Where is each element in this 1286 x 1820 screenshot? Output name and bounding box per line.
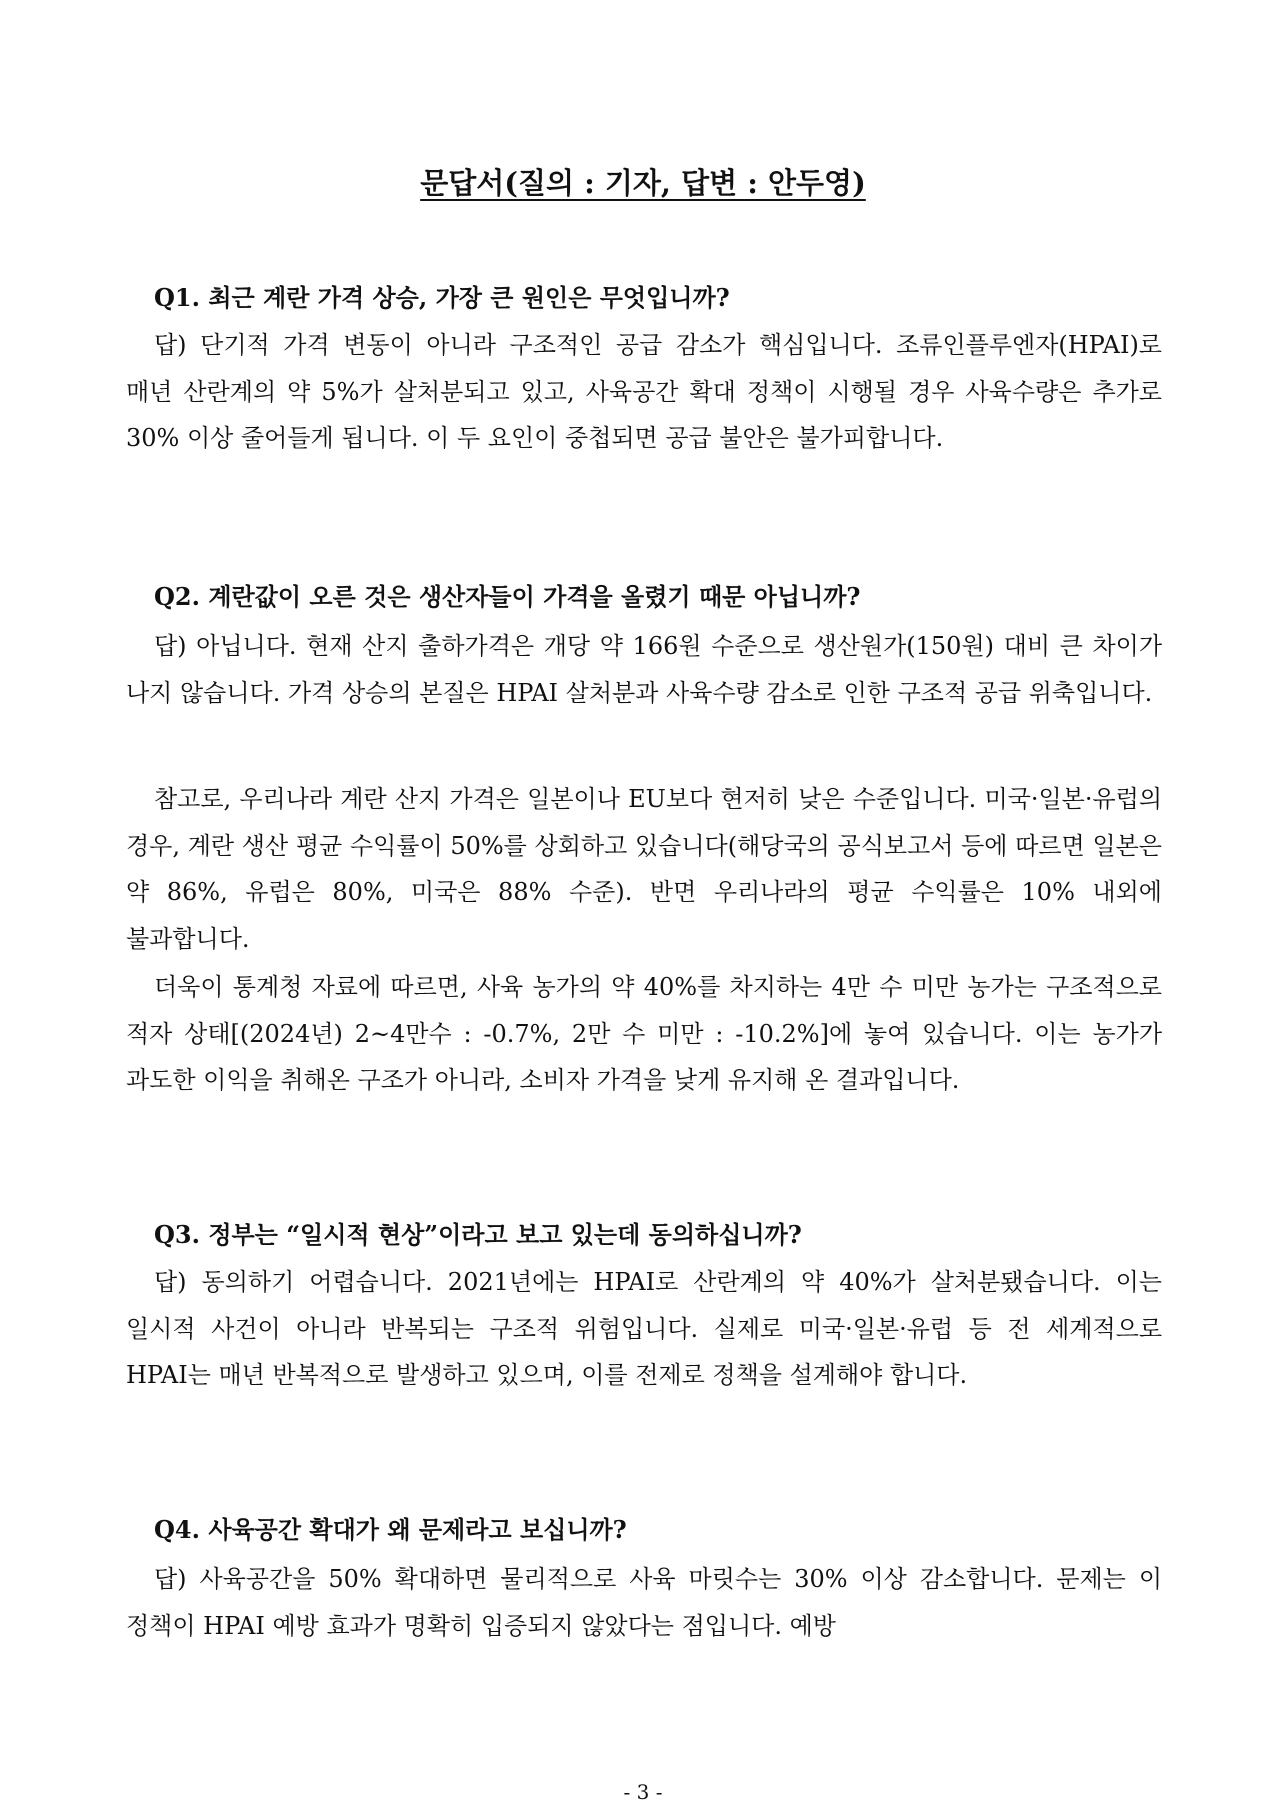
- question-4-heading: Q4. 사육공간 확대가 왜 문제라고 보십니까?: [154, 1515, 627, 1544]
- answer-2-paragraph-3: 더욱이 통계청 자료에 따르면, 사육 농가의 약 40%를 차지하는 4만 수 미만 농가는 구조적으로 적자 상태[(2024년) 2~4만수 : -0.7%, 2만 수 미만 : -10.2%]에 놓여 있습니다. 이는 농가가 과도한 이익을 취해온 구조가 아니라, 소비자 가격을 낮게 유지해 온 결과입니다.: [126, 973, 1162, 1094]
- answer-1-paragraph: 답) 단기적 가격 변동이 아니라 구조적인 공급 감소가 핵심입니다. 조류인플루엔자(HPAI)로 매년 산란계의 약 5%가 살처분되고 있고, 사육공간 확대 정책이 시행될 경우 사육수량은 추가로 30% 이상 줄어들게 됩니다. 이 두 요인이 중첩되면 공급 불안은 불가피합니다.: [126, 331, 1162, 452]
- question-3-heading: Q3. 정부는 “일시적 현상”이라고 보고 있는데 동의하십니까?: [154, 1220, 802, 1249]
- answer-2-paragraph-1: 답) 아닙니다. 현재 산지 출하가격은 개당 약 166원 수준으로 생산원가(150원) 대비 큰 차이가 나지 않습니다. 가격 상승의 본질은 HPAI 살처분과 사육수량 감소로 인한 구조적 공급 위축입니다.: [126, 632, 1162, 707]
- question-2-heading: Q2. 계란값이 오른 것은 생산자들이 가격을 올렸기 때문 아닙니까?: [154, 582, 861, 611]
- answer-3-paragraph: 답) 동의하기 어렵습니다. 2021년에는 HPAI로 산란계의 약 40%가 살처분됐습니다. 이는 일시적 사건이 아니라 반복되는 구조적 위험입니다. 실제로 미국·일본·유럽 등 전 세계적으로 HPAI는 매년 반복적으로 발생하고 있으며, 이를 전제로 정책을 설계해야 합니다.: [126, 1268, 1162, 1389]
- question-1-heading: Q1. 최근 계란 가격 상승, 가장 큰 원인은 무엇입니까?: [154, 283, 730, 312]
- answer-4-paragraph: 답) 사육공간을 50% 확대하면 물리적으로 사육 마릿수는 30% 이상 감소합니다. 문제는 이 정책이 HPAI 예방 효과가 명확히 입증되지 않았다는 점입니다. 예방: [126, 1565, 1162, 1640]
- answer-2-paragraph-2: 참고로, 우리나라 계란 산지 가격은 일본이나 EU보다 현저히 낮은 수준입니다. 미국·일본·유럽의 경우, 계란 생산 평균 수익률이 50%를 상회하고 있습니다(해당국의 공식보고서 등에 따르면 일본은 약 86%, 유럽은 80%, 미국은 88% 수준). 반면 우리나라의 평균 수익률은 10% 내외에 불과합니다.: [126, 785, 1162, 953]
- document-title: 문답서(질의 : 기자, 답변 : 안두영): [420, 166, 866, 200]
- page-number: - 3 -: [623, 1780, 663, 1804]
